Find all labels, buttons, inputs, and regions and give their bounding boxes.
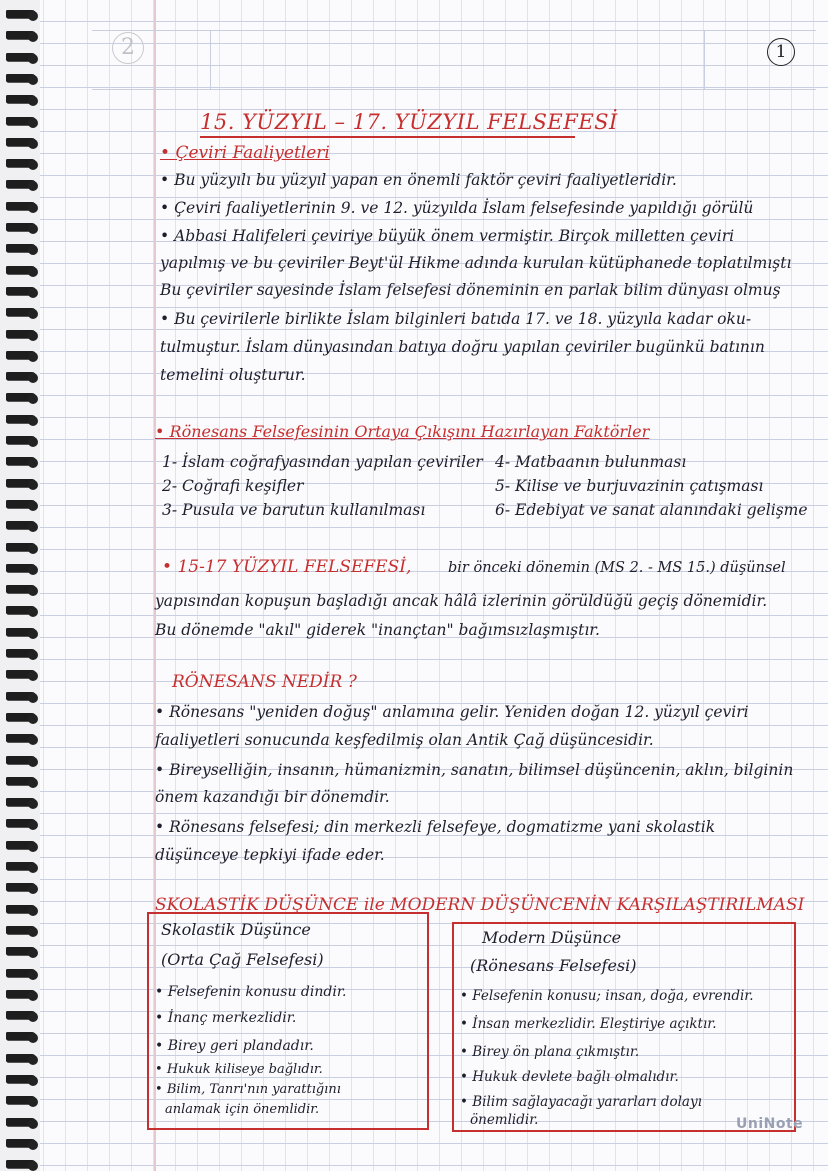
spiral-ring bbox=[6, 330, 36, 338]
spiral-ring bbox=[6, 95, 36, 103]
text-line: faaliyetleri sonucunda keşfedilmiş olan Antik Çağ düşüncesidir. bbox=[155, 731, 654, 749]
spiral-ring bbox=[6, 393, 36, 401]
skolastik-box bbox=[147, 912, 429, 1130]
spiral-ring bbox=[6, 947, 36, 955]
skolastik-item: • Felsefenin konusu dindir. bbox=[155, 984, 346, 1000]
spiral-ring bbox=[6, 862, 36, 870]
text-line: düşünceye tepkiyi ifade eder. bbox=[155, 846, 385, 864]
spiral-ring bbox=[6, 798, 36, 806]
modern-item: • Hukuk devlete bağlı olmalıdır. bbox=[460, 1069, 679, 1085]
spiral-ring bbox=[6, 457, 36, 465]
title-underline bbox=[200, 136, 575, 138]
spiral-ring bbox=[6, 180, 36, 188]
spiral-ring bbox=[6, 905, 36, 913]
factor-item: 3- Pusula ve barutun kullanılması bbox=[162, 501, 426, 519]
spiral-ring bbox=[6, 266, 36, 274]
spiral-ring bbox=[6, 628, 36, 636]
spiral-ring bbox=[6, 287, 36, 295]
header-band bbox=[92, 30, 816, 90]
left-factor-list bbox=[162, 450, 483, 522]
skolastik-title: Skolastik Düşünce bbox=[161, 920, 311, 939]
spiral-ring bbox=[6, 74, 36, 82]
spiral-ring bbox=[6, 1160, 36, 1168]
spiral-ring bbox=[6, 10, 36, 18]
spiral-ring bbox=[6, 1096, 36, 1104]
spiral-ring bbox=[6, 819, 36, 827]
factor-item: 2- Coğrafi keşifler bbox=[162, 477, 304, 495]
text-line: • Bu çevirilerle birlikte İslam bilginleri batıda 17. ve 18. yüzyıla kadar oku- bbox=[160, 310, 751, 328]
spiral-ring bbox=[6, 777, 36, 785]
skolastik-item: anlamak için önemlidir. bbox=[165, 1102, 320, 1117]
text-line: yapılmış ve bu çeviriler Beyt'ül Hikme adında kurulan kütüphanede toplatılmıştı bbox=[160, 254, 792, 272]
spiral-ring bbox=[6, 990, 36, 998]
text-line: Bu dönemde "akıl" giderek "inançtan" bağımsızlaşmıştır. bbox=[155, 621, 600, 639]
section-heading-ronesans-nedir: RÖNESANS NEDİR ? bbox=[172, 672, 357, 692]
spiral-binding bbox=[0, 0, 40, 1171]
skolastik-item: • İnanç merkezlidir. bbox=[155, 1010, 296, 1026]
text-line: • Çeviri faaliyetlerinin 9. ve 12. yüzyılda İslam felsefesinde yapıldığı görülü bbox=[160, 199, 753, 217]
brand-watermark: UniNote bbox=[736, 1116, 804, 1132]
spiral-ring bbox=[6, 841, 36, 849]
spiral-ring bbox=[6, 756, 36, 764]
spiral-ring bbox=[6, 649, 36, 657]
factor-item: 5- Kilise ve burjuvazinin çatışması bbox=[495, 477, 764, 495]
spiral-ring bbox=[6, 969, 36, 977]
spiral-ring bbox=[6, 117, 36, 125]
skolastik-item: • Bilim, Tanrı'nın yarattığını bbox=[155, 1082, 341, 1097]
text-line: önem kazandığı bir dönemdir. bbox=[155, 788, 390, 806]
spiral-ring bbox=[6, 223, 36, 231]
text-line: tulmuştur. İslam dünyasından batıya doğru yapılan çeviriler bugünkü batının bbox=[160, 338, 765, 356]
spiral-ring bbox=[6, 1054, 36, 1062]
spiral-ring bbox=[6, 692, 36, 700]
ghost-page-number: 2 bbox=[112, 32, 144, 64]
spiral-ring bbox=[6, 351, 36, 359]
spiral-ring bbox=[6, 734, 36, 742]
modern-subtitle: (Rönesans Felsefesi) bbox=[470, 956, 637, 975]
text-line: Bu çeviriler sayesinde İslam felsefesi döneminin en parlak bilim dünyası olmuş bbox=[160, 281, 781, 299]
spiral-ring bbox=[6, 670, 36, 678]
text-line: yapısından kopuşun başladığı ancak hâlâ izlerinin görüldüğü geçiş dönemidir. bbox=[155, 592, 768, 610]
section-heading-ceviri: • Çeviri Faaliyetleri bbox=[160, 143, 330, 163]
spiral-ring bbox=[6, 372, 36, 380]
page-title: 15. YÜZYIL – 17. YÜZYIL FELSEFESİ bbox=[200, 110, 618, 134]
modern-item: • İnsan merkezlidir. Eleştiriye açıktır. bbox=[460, 1016, 717, 1032]
text-line: temelini oluşturur. bbox=[160, 366, 306, 384]
spiral-ring bbox=[6, 308, 36, 316]
spiral-ring bbox=[6, 1075, 36, 1083]
spiral-ring bbox=[6, 1011, 36, 1019]
text-line: • Rönesans felsefesi; din merkezli felsefeye, dogmatizme yani skolastik bbox=[155, 818, 715, 836]
spiral-ring bbox=[6, 883, 36, 891]
spiral-ring bbox=[6, 31, 36, 39]
text-line: • Rönesans "yeniden doğuş" anlamına gelir. Yeniden doğan 12. yüzyıl çeviri bbox=[155, 703, 749, 721]
spiral-ring bbox=[6, 1118, 36, 1126]
spiral-ring bbox=[6, 202, 36, 210]
section-heading-15-17: • 15-17 YÜZYIL FELSEFESİ, bbox=[162, 557, 411, 577]
modern-item: • Felsefenin konusu; insan, doğa, evrendir. bbox=[460, 988, 754, 1004]
spiral-ring bbox=[6, 564, 36, 572]
spiral-ring bbox=[6, 585, 36, 593]
skolastik-item: • Birey geri plandadır. bbox=[155, 1038, 314, 1054]
spiral-ring bbox=[6, 713, 36, 721]
spiral-ring bbox=[6, 479, 36, 487]
comparison-title: SKOLASTİK DÜŞÜNCE ile MODERN DÜŞÜNCENİN KARŞILAŞTIRILMASI bbox=[155, 895, 805, 915]
spiral-ring bbox=[6, 436, 36, 444]
spiral-ring bbox=[6, 926, 36, 934]
text-line: • Bu yüzyılı bu yüzyıl yapan en önemli faktör çeviri faaliyetleridir. bbox=[160, 171, 677, 189]
modern-item: • Bilim sağlayacağı yararları dolayı bbox=[460, 1094, 702, 1110]
skolastik-subtitle: (Orta Çağ Felsefesi) bbox=[161, 950, 324, 969]
right-factor-list bbox=[495, 450, 825, 522]
spiral-ring bbox=[6, 500, 36, 508]
text-line: • Bireyselliğin, insanın, hümanizmin, sanatın, bilimsel düşüncenin, aklın, bilginin bbox=[155, 761, 793, 779]
modern-title: Modern Düşünce bbox=[482, 928, 622, 947]
spiral-ring bbox=[6, 543, 36, 551]
text-line: bir önceki dönemin (MS 2. - MS 15.) düşünsel bbox=[448, 560, 786, 576]
section-heading-ronesans-faktorler: • Rönesans Felsefesinin Ortaya Çıkışını Hazırlayan Faktörler bbox=[155, 422, 649, 441]
spiral-ring bbox=[6, 244, 36, 252]
modern-box bbox=[452, 922, 796, 1132]
factor-item: 4- Matbaanın bulunması bbox=[495, 453, 687, 471]
spiral-ring bbox=[6, 53, 36, 61]
modern-item: önemlidir. bbox=[470, 1112, 539, 1128]
modern-item: • Birey ön plana çıkmıştır. bbox=[460, 1044, 639, 1060]
spiral-ring bbox=[6, 415, 36, 423]
spiral-ring bbox=[6, 1139, 36, 1147]
spiral-ring bbox=[6, 1032, 36, 1040]
factor-item: 1- İslam coğrafyasından yapılan çeviriler bbox=[162, 453, 483, 471]
spiral-ring bbox=[6, 521, 36, 529]
spiral-ring bbox=[6, 606, 36, 614]
spiral-ring bbox=[6, 159, 36, 167]
factor-item: 6- Edebiyat ve sanat alanındaki gelişme bbox=[495, 501, 808, 519]
skolastik-item: • Hukuk kiliseye bağlıdır. bbox=[155, 1062, 323, 1077]
text-line: • Abbasi Halifeleri çeviriye büyük önem vermiştir. Birçok milletten çeviri bbox=[160, 227, 734, 245]
spiral-ring bbox=[6, 138, 36, 146]
page-number: 1 bbox=[767, 38, 795, 66]
